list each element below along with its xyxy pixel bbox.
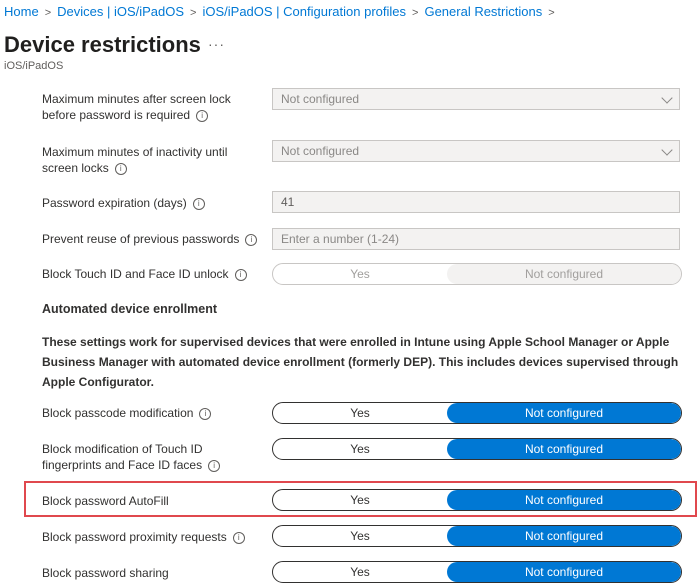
setting-label-password-expiration	[42, 195, 205, 211]
label-text: Prevent reuse of previous passwords	[42, 232, 240, 246]
label-text: Block password sharing	[42, 566, 169, 580]
block-password-autofill-toggle[interactable]	[272, 489, 682, 511]
info-icon[interactable]: i	[115, 163, 127, 175]
chevron-down-icon	[661, 144, 672, 155]
toggle-option-not-configured[interactable]: Not configured	[447, 562, 681, 582]
max-minutes-lock-dropdown[interactable]	[272, 88, 680, 110]
prevent-reuse-field[interactable]	[272, 228, 680, 250]
label-line: screen locks	[42, 161, 109, 175]
toggle-option-yes[interactable]: Yes	[350, 493, 370, 507]
breadcrumb-home[interactable]: Home	[4, 4, 39, 19]
toggle-option-yes[interactable]: Yes	[350, 442, 370, 456]
setting-label-prevent-reuse	[42, 231, 257, 247]
toggle-option-yes[interactable]: Yes	[350, 406, 370, 420]
info-icon[interactable]: i	[199, 408, 211, 420]
breadcrumb-devices[interactable]: Devices | iOS/iPadOS	[57, 4, 185, 19]
info-icon[interactable]: i	[193, 198, 205, 210]
info-icon[interactable]: i	[196, 110, 208, 122]
breadcrumb	[4, 4, 561, 19]
breadcrumb-general-restrictions[interactable]: General Restrictions	[424, 4, 543, 19]
info-icon[interactable]: i	[235, 269, 247, 281]
label-line: Maximum minutes of inactivity until	[42, 145, 228, 159]
block-password-proximity-toggle[interactable]	[272, 525, 682, 547]
label-line: before password is required	[42, 108, 191, 122]
section-heading-ade: Automated device enrollment	[42, 302, 218, 316]
setting-label-block-touch-face	[42, 266, 247, 282]
field-value: 41	[281, 195, 295, 209]
field-placeholder: Enter a number (1-24)	[281, 232, 400, 246]
dropdown-value: Not configured	[281, 144, 360, 158]
section-description-ade: These settings work for supervised devices that were enrolled in Intune using Apple School Manager or Apple Business Manager with automated device enrollment (formerly DEP). This includes devices supervised through Apple Configurator.	[42, 335, 679, 389]
page-title: Device restrictions	[4, 32, 201, 57]
more-options-button[interactable]: ···	[208, 36, 225, 52]
setting-label-max-minutes-inactivity	[42, 144, 227, 176]
password-expiration-field[interactable]	[272, 191, 680, 213]
chevron-down-icon	[661, 92, 672, 103]
max-minutes-inactivity-dropdown[interactable]	[272, 140, 680, 162]
label-line: fingerprints and Face ID faces	[42, 458, 203, 472]
setting-label-block-password-sharing	[42, 565, 169, 581]
info-icon[interactable]: i	[233, 532, 245, 544]
block-touch-face-modification-toggle[interactable]	[272, 438, 682, 460]
toggle-option-not-configured[interactable]: Not configured	[447, 526, 681, 546]
label-line: Maximum minutes after screen lock	[42, 92, 231, 106]
label-text: Block Touch ID and Face ID unlock	[42, 267, 229, 281]
setting-label-block-password-autofill	[42, 493, 169, 509]
setting-label-max-minutes-lock	[42, 91, 231, 123]
label-text: Block password AutoFill	[42, 494, 169, 508]
block-password-sharing-toggle[interactable]	[272, 561, 682, 583]
label-text: Block passcode modification	[42, 406, 194, 420]
toggle-option-not-configured[interactable]: Not configured	[447, 264, 681, 284]
chevron-right-icon: >	[190, 7, 197, 19]
info-icon[interactable]: i	[245, 234, 257, 246]
toggle-option-yes[interactable]: Yes	[350, 565, 370, 579]
setting-label-block-password-proximity	[42, 529, 245, 545]
toggle-option-not-configured[interactable]: Not configured	[447, 439, 681, 459]
label-line: Block modification of Touch ID	[42, 442, 203, 456]
label-text: Block password proximity requests	[42, 530, 227, 544]
chevron-right-icon: >	[44, 7, 52, 19]
toggle-option-not-configured[interactable]: Not configured	[447, 490, 681, 510]
dropdown-value: Not configured	[281, 92, 360, 106]
info-icon[interactable]: i	[208, 460, 220, 472]
setting-label-block-touch-face-modification	[42, 441, 220, 473]
page-subtitle: iOS/iPadOS	[4, 60, 64, 72]
chevron-right-icon: >	[412, 7, 419, 19]
block-passcode-modification-toggle[interactable]	[272, 402, 682, 424]
label-text: Password expiration (days)	[42, 196, 187, 210]
toggle-option-not-configured[interactable]: Not configured	[447, 403, 681, 423]
toggle-option-yes[interactable]: Yes	[350, 529, 370, 543]
block-touch-face-toggle[interactable]	[272, 263, 682, 285]
toggle-option-yes[interactable]: Yes	[350, 267, 370, 281]
chevron-right-icon: >	[548, 7, 555, 19]
setting-label-block-passcode-modification	[42, 405, 211, 421]
breadcrumb-config-profiles[interactable]: iOS/iPadOS | Configuration profiles	[202, 4, 407, 19]
